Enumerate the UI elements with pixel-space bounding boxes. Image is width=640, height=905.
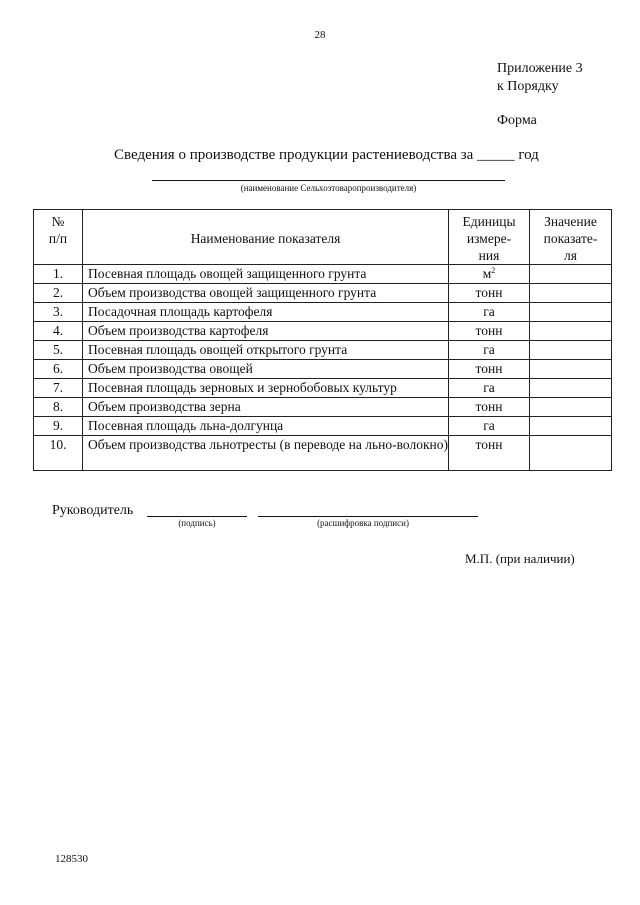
row-indicator-name: Объем производства овощей — [83, 360, 449, 379]
row-number: 6. — [34, 360, 83, 379]
row-value-cell[interactable] — [530, 417, 612, 436]
table-row — [34, 322, 612, 341]
row-indicator-name: Объем производства зерна — [83, 398, 449, 417]
row-unit — [449, 417, 530, 436]
appendix-line-2: к Порядку — [497, 79, 559, 94]
row-unit-superscript: 2 — [491, 266, 496, 275]
form-label: Форма — [497, 113, 537, 128]
appendix-line-1: Приложение 3 — [497, 61, 583, 76]
table-row — [34, 303, 612, 322]
row-unit — [449, 322, 530, 341]
stamp-note: М.П. (при наличии) — [465, 551, 575, 566]
row-number: 1. — [34, 265, 83, 284]
row-number: 5. — [34, 341, 83, 360]
table-row — [34, 436, 612, 471]
row-unit — [449, 360, 530, 379]
row-unit-text: га — [483, 304, 495, 319]
head-label: Руководитель — [52, 503, 134, 518]
row-unit — [449, 379, 530, 398]
row-number: 4. — [34, 322, 83, 341]
row-value-cell[interactable] — [530, 322, 612, 341]
signature-decode-caption: (расшифровка подписи) — [317, 518, 409, 528]
signature-decode-field[interactable] — [258, 516, 478, 517]
header-number: № п/п — [34, 210, 83, 265]
row-unit-text: тонн — [475, 399, 503, 414]
table-row — [34, 417, 612, 436]
signature-field[interactable] — [147, 516, 247, 517]
row-unit-text: тонн — [475, 361, 503, 376]
producer-name-line — [152, 180, 505, 181]
row-indicator-name: Посадочная площадь картофеля — [83, 303, 449, 322]
table-row — [34, 341, 612, 360]
appendix-reference — [497, 60, 583, 96]
row-indicator-name: Посевная площадь овощей открытого грунта — [83, 341, 449, 360]
row-unit-text: га — [483, 418, 495, 433]
row-value-cell[interactable] — [530, 284, 612, 303]
row-unit-text: га — [483, 342, 495, 357]
table-row — [34, 398, 612, 417]
document-code: 128530 — [55, 853, 88, 865]
row-value-cell[interactable] — [530, 379, 612, 398]
row-value-cell[interactable] — [530, 436, 612, 471]
row-indicator-name: Посевная площадь овощей защищенного грунта — [83, 265, 449, 284]
header-unit: Единицы измере- ния — [449, 210, 530, 265]
row-number: 10. — [34, 436, 83, 471]
row-unit — [449, 341, 530, 360]
row-indicator-name: Объем производства овощей защищенного грунта — [83, 284, 449, 303]
row-unit-text: тонн — [475, 323, 503, 338]
table-row — [34, 284, 612, 303]
page-number: 28 — [314, 29, 326, 41]
row-number: 2. — [34, 284, 83, 303]
row-indicator-name: Объем производства картофеля — [83, 322, 449, 341]
row-value-cell[interactable] — [530, 303, 612, 322]
row-indicator-name: Посевная площадь льна-долгунца — [83, 417, 449, 436]
row-unit — [449, 398, 530, 417]
row-number: 8. — [34, 398, 83, 417]
row-unit-text: тонн — [475, 285, 503, 300]
row-value-cell[interactable] — [530, 265, 612, 284]
row-unit — [449, 284, 530, 303]
row-unit — [449, 265, 530, 284]
row-value-cell[interactable] — [530, 398, 612, 417]
row-value-cell[interactable] — [530, 341, 612, 360]
row-unit-text: тонн — [475, 437, 503, 452]
row-indicator-name: Посевная площадь зерновых и зернобобовых культур — [83, 379, 449, 398]
producer-name-caption: (наименование Сельхозтоваропроизводителя) — [240, 183, 417, 193]
row-unit-text: га — [483, 380, 495, 395]
row-unit — [449, 303, 530, 322]
document-title: Сведения о производстве продукции растениеводства за _____ год — [114, 147, 539, 163]
header-indicator-name: Наименование показателя — [83, 210, 449, 265]
row-number: 3. — [34, 303, 83, 322]
table-row — [34, 360, 612, 379]
signature-caption: (подпись) — [178, 518, 216, 528]
row-unit — [449, 436, 530, 471]
indicators-table — [33, 209, 612, 471]
row-value-cell[interactable] — [530, 360, 612, 379]
row-unit-text: м — [482, 266, 492, 281]
row-number: 7. — [34, 379, 83, 398]
row-indicator-name: Объем производства льнотресты (в переводе на льно-волокно) — [83, 436, 449, 471]
row-number: 9. — [34, 417, 83, 436]
header-value: Значение показате- ля — [530, 210, 612, 265]
table-header-row — [34, 210, 612, 265]
table-row — [34, 379, 612, 398]
table-row — [34, 265, 612, 284]
